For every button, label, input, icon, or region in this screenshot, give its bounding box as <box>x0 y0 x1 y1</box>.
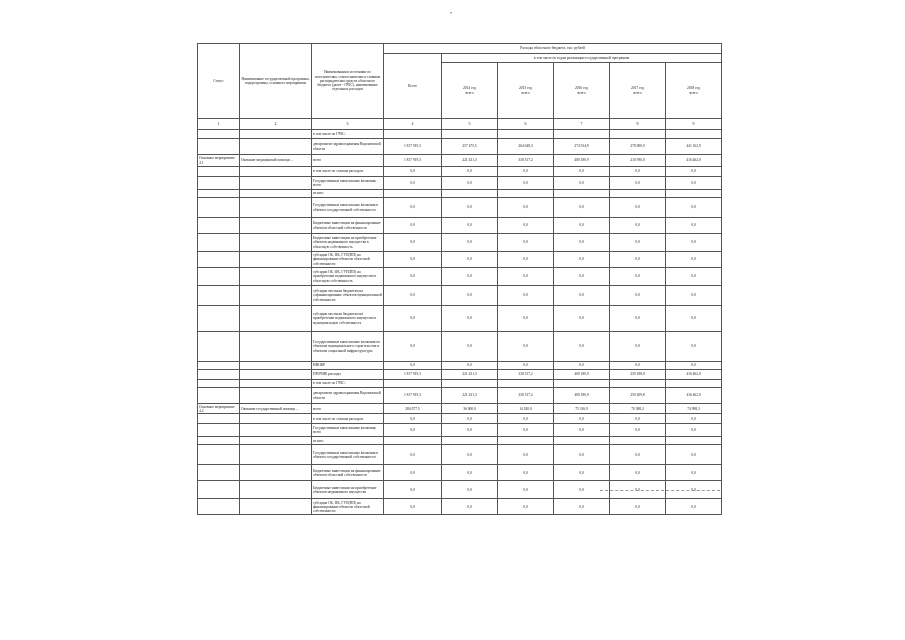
row-value <box>554 437 610 445</box>
header-year-label: 2016 год <box>575 86 588 91</box>
row-value: 0,0 <box>554 306 610 332</box>
row-value: 0,0 <box>666 306 722 332</box>
header-year-label: 2017 год <box>631 86 644 91</box>
header-program-name: Наименование государственной программы, подпрограммы, основного мероприятия <box>240 44 312 119</box>
index-cell: 5 <box>442 119 498 130</box>
row-value <box>498 437 554 445</box>
row-value: 0,0 <box>610 499 666 515</box>
row-value: 0,0 <box>554 234 610 252</box>
row-program-name <box>240 424 312 437</box>
index-cell: 4 <box>384 119 442 130</box>
row-value <box>610 380 666 388</box>
table-row <box>198 388 722 404</box>
row-source-label: в том числе по ГРБС: <box>312 130 384 139</box>
index-cell: 8 <box>610 119 666 130</box>
page-mark: " <box>450 12 453 18</box>
header-total: Всего <box>384 54 442 119</box>
row-value <box>384 380 442 388</box>
row-value: 0,0 <box>384 362 442 370</box>
table-row <box>198 190 722 198</box>
row-source-label: департамент здравоохранения Воронежской области <box>312 139 384 155</box>
row-status <box>198 362 240 370</box>
row-status: Основное мероприятие 4.2 <box>198 404 240 414</box>
row-value: 0,0 <box>554 218 610 234</box>
row-value: 0,0 <box>666 332 722 362</box>
row-status <box>198 424 240 437</box>
row-value: 0,0 <box>554 362 610 370</box>
header-year-note: всего <box>633 90 642 95</box>
row-program-name <box>240 414 312 424</box>
row-value: 0,0 <box>384 465 442 481</box>
row-value: 0,0 <box>610 465 666 481</box>
row-value: 0,0 <box>442 234 498 252</box>
row-source-label: в том числе по статьям расходов: <box>312 414 384 424</box>
table-row <box>198 177 722 190</box>
row-value: 0,0 <box>498 268 554 286</box>
row-value: 0,0 <box>384 177 442 190</box>
row-program-name <box>240 332 312 362</box>
row-value: 221 431,3 <box>442 370 498 380</box>
row-source-label: Государственные капитальные вложения, всего <box>312 177 384 190</box>
row-value: 0,0 <box>554 198 610 218</box>
index-cell: 1 <box>198 119 240 130</box>
row-value <box>610 437 666 445</box>
row-status <box>198 190 240 198</box>
row-program-name <box>240 499 312 515</box>
row-source-label: Государственные капитальные вложения в объекты государственной собственности <box>312 198 384 218</box>
row-value <box>442 130 498 139</box>
header-year-0 <box>442 63 498 119</box>
row-status <box>198 481 240 499</box>
row-value: 0,0 <box>666 499 722 515</box>
row-value: 0,0 <box>610 332 666 362</box>
row-value: 0,0 <box>498 414 554 424</box>
row-value: 400 180,9 <box>554 388 610 404</box>
row-value: 0,0 <box>554 481 610 499</box>
row-value: 0,0 <box>666 424 722 437</box>
row-value: 416 462,0 <box>666 388 722 404</box>
row-value: 1 817 919,3 <box>384 155 442 167</box>
table-row <box>198 252 722 268</box>
row-value: 0,0 <box>666 445 722 465</box>
row-value: 0,0 <box>384 332 442 362</box>
row-value: 0,0 <box>442 424 498 437</box>
row-value: 0,0 <box>666 268 722 286</box>
header-year-label: 2018 год <box>687 86 701 91</box>
row-value: 0,0 <box>610 362 666 370</box>
row-value <box>498 130 554 139</box>
row-program-name <box>240 139 312 155</box>
row-status <box>198 252 240 268</box>
row-value: 0,0 <box>384 481 442 499</box>
row-value: 0,0 <box>554 252 610 268</box>
row-value: 250 209,8 <box>610 388 666 404</box>
row-value: 264 648,3 <box>498 139 554 155</box>
header-year-2 <box>554 63 610 119</box>
row-value <box>498 380 554 388</box>
header-source: Наименования и источники по исполнителям, соисполнителям и главным распорядителям средств областного бюджета (далее - ГРБС), наименование отдельных расходов <box>312 44 384 119</box>
row-value: 0,0 <box>384 268 442 286</box>
row-value: 441 162,9 <box>666 139 722 155</box>
row-program-name <box>240 370 312 380</box>
row-status <box>198 139 240 155</box>
row-value: 0,0 <box>498 177 554 190</box>
row-value: 36 000,0 <box>442 404 498 414</box>
table-row <box>198 404 722 414</box>
scan-artifact-line <box>600 490 720 491</box>
row-value: 0,0 <box>498 198 554 218</box>
table-row <box>198 380 722 388</box>
row-program-name <box>240 380 312 388</box>
row-value: 274 914,9 <box>554 139 610 155</box>
row-value: 416 462,0 <box>666 155 722 167</box>
row-value <box>666 190 722 198</box>
row-program-name <box>240 167 312 177</box>
row-value: 0,0 <box>666 177 722 190</box>
row-value: 330 317,2 <box>498 388 554 404</box>
row-value: 0,0 <box>666 465 722 481</box>
row-value: 0,0 <box>498 445 554 465</box>
row-value: 330 317,2 <box>498 370 554 380</box>
row-value: 0,0 <box>442 167 498 177</box>
row-value: 0,0 <box>442 306 498 332</box>
row-status <box>198 218 240 234</box>
row-value: 0,0 <box>442 445 498 465</box>
row-value: 0,0 <box>498 332 554 362</box>
table-row <box>198 155 722 167</box>
row-program-name <box>240 218 312 234</box>
row-value: 74 998,3 <box>666 404 722 414</box>
header-year-note: всего <box>689 90 698 95</box>
row-status <box>198 130 240 139</box>
row-value: 0,0 <box>442 362 498 370</box>
row-value: 330 317,2 <box>498 155 554 167</box>
row-value: 75 316,9 <box>554 404 610 414</box>
row-value: 0,0 <box>442 332 498 362</box>
row-source-label: Бюджетные инвестиции на финансирование объектов областной собственности <box>312 218 384 234</box>
row-source-label: в том числе по ГРБС: <box>312 380 384 388</box>
row-value: 0,0 <box>554 286 610 306</box>
row-value: 0,0 <box>384 167 442 177</box>
row-program-name <box>240 177 312 190</box>
row-status <box>198 445 240 465</box>
row-value: 0,0 <box>384 218 442 234</box>
row-value: 0,0 <box>666 252 722 268</box>
row-value <box>384 190 442 198</box>
row-value: 0,0 <box>442 481 498 499</box>
header-year-4 <box>666 63 722 119</box>
header-year-label: 2014 год <box>463 86 476 91</box>
row-value: 0,0 <box>442 286 498 306</box>
row-source-label: Бюджетные инвестиции на приобретение объектов недвижимого имущества в областную собственность <box>312 234 384 252</box>
row-source-label: департамент здравоохранения Воронежской области <box>312 388 384 404</box>
row-status <box>198 177 240 190</box>
row-value: 0,0 <box>554 424 610 437</box>
table-row <box>198 234 722 252</box>
index-cell: 2 <box>240 119 312 130</box>
row-status <box>198 306 240 332</box>
index-cell: 9 <box>666 119 722 130</box>
row-status <box>198 286 240 306</box>
table-row <box>198 424 722 437</box>
row-value <box>610 130 666 139</box>
row-value: 0,0 <box>442 499 498 515</box>
row-program-name: Оказание медицинской помощи ... <box>240 155 312 167</box>
row-value: 0,0 <box>610 268 666 286</box>
row-value: 0,0 <box>610 218 666 234</box>
row-source-label: субсидии местным бюджетам на софинансирование объектов муниципальной собственности <box>312 286 384 306</box>
row-source-label: Государственные капитальные вложения по объектам муниципального строительства и объектам социальной инфраструктуры <box>312 332 384 362</box>
row-value: 221 431,3 <box>442 155 498 167</box>
row-source-label: Бюджетные инвестиции на финансирование объектов областной собственности <box>312 465 384 481</box>
row-status <box>198 198 240 218</box>
row-value: 0,0 <box>554 499 610 515</box>
row-value: 0,0 <box>384 306 442 332</box>
row-value: 0,0 <box>554 445 610 465</box>
row-value: 1 817 919,3 <box>384 139 442 155</box>
row-value: 0,0 <box>666 362 722 370</box>
row-value: 0,0 <box>498 167 554 177</box>
row-value: 0,0 <box>666 414 722 424</box>
row-value: 0,0 <box>442 252 498 268</box>
row-value: 0,0 <box>610 286 666 306</box>
table-row <box>198 370 722 380</box>
row-value: 250 188,0 <box>610 370 666 380</box>
table-row <box>198 499 722 515</box>
header-year-label: 2015 год <box>519 86 532 91</box>
row-value: 0,0 <box>442 414 498 424</box>
row-value <box>554 130 610 139</box>
row-value: 0,0 <box>384 198 442 218</box>
row-value: 0,0 <box>442 177 498 190</box>
row-value <box>666 130 722 139</box>
row-value: 0,0 <box>554 177 610 190</box>
row-value: 0,0 <box>442 465 498 481</box>
row-value: 70 388,2 <box>610 404 666 414</box>
header-year-note: всего <box>577 90 586 95</box>
row-value: 0,0 <box>498 362 554 370</box>
table-row <box>198 218 722 234</box>
row-source-label: из них: <box>312 190 384 198</box>
row-value <box>442 437 498 445</box>
row-value: 257 475,5 <box>442 139 498 155</box>
row-value <box>442 190 498 198</box>
row-value: 0,0 <box>610 252 666 268</box>
table-row <box>198 437 722 445</box>
row-status <box>198 234 240 252</box>
row-source-label: ПРОЧИЕ расходы <box>312 370 384 380</box>
row-program-name <box>240 388 312 404</box>
row-value: 0,0 <box>498 481 554 499</box>
header-years-subgroup: в том числе по годам реализации государственной программы <box>442 54 722 63</box>
header-year-3 <box>610 63 666 119</box>
row-value: 0,0 <box>610 306 666 332</box>
row-source-label: из них: <box>312 437 384 445</box>
row-status <box>198 465 240 481</box>
row-value: 0,0 <box>610 414 666 424</box>
row-status: Основное мероприятие 4.1 <box>198 155 240 167</box>
row-value: 0,0 <box>498 218 554 234</box>
row-value <box>384 437 442 445</box>
row-value: 210 590,0 <box>610 155 666 167</box>
row-value: 0,0 <box>554 167 610 177</box>
table-row <box>198 139 722 155</box>
row-status <box>198 370 240 380</box>
row-source-label: субсидии местным бюджетам на приобретение недвижимого имущества в муниципальную собственность <box>312 306 384 332</box>
row-value: 0,0 <box>666 167 722 177</box>
table-row <box>198 306 722 332</box>
index-cell: 7 <box>554 119 610 130</box>
row-value: 270 000,0 <box>610 139 666 155</box>
row-program-name <box>240 268 312 286</box>
row-status <box>198 332 240 362</box>
row-value: 0,0 <box>384 234 442 252</box>
row-value: 0,0 <box>498 234 554 252</box>
row-value: 0,0 <box>498 424 554 437</box>
row-value: 0,0 <box>554 465 610 481</box>
row-value: 284 077,5 <box>384 404 442 414</box>
row-program-name <box>240 465 312 481</box>
row-status <box>198 414 240 424</box>
table-row <box>198 198 722 218</box>
row-value: 0,0 <box>610 198 666 218</box>
row-program-name <box>240 306 312 332</box>
row-value: 0,0 <box>610 234 666 252</box>
row-source-label: субсидии ОБ, ФБ, ГУП(ПП) на приобретение недвижимого имущества в областную собственность <box>312 268 384 286</box>
row-value <box>666 380 722 388</box>
table-row <box>198 445 722 465</box>
row-source-label: субсидии ОБ, ФБ, ГУП(ПП) на финансирование объектов областной собственности <box>312 252 384 268</box>
row-source-label: Бюджетные инвестиции на приобретение объектов недвижимого имущества <box>312 481 384 499</box>
budget-table <box>197 43 722 515</box>
row-program-name <box>240 445 312 465</box>
row-value: 0,0 <box>384 252 442 268</box>
row-value: 0,0 <box>666 481 722 499</box>
row-program-name: Оказание государственной помощи ... <box>240 404 312 414</box>
row-program-name <box>240 437 312 445</box>
row-value: 1 817 919,3 <box>384 388 442 404</box>
row-status <box>198 380 240 388</box>
row-value: 0,0 <box>498 252 554 268</box>
row-value: 0,0 <box>498 306 554 332</box>
row-value: 221 431,3 <box>442 388 498 404</box>
row-value: 0,0 <box>384 414 442 424</box>
row-source-label: в том числе по статьям расходов: <box>312 167 384 177</box>
row-value: 0,0 <box>498 286 554 306</box>
index-cell: 3 <box>312 119 384 130</box>
row-value: 0,0 <box>442 218 498 234</box>
row-value: 0,0 <box>610 167 666 177</box>
row-value <box>610 190 666 198</box>
row-value: 0,0 <box>384 424 442 437</box>
index-cell: 6 <box>498 119 554 130</box>
row-source-label: субсидии ОБ, ФБ, ГУП(ПП) на финансирование объектов областной собственности <box>312 499 384 515</box>
row-value <box>384 130 442 139</box>
row-value: 0,0 <box>666 198 722 218</box>
row-status <box>198 388 240 404</box>
row-status <box>198 268 240 286</box>
row-status <box>198 167 240 177</box>
row-value: 0,0 <box>554 268 610 286</box>
row-status <box>198 499 240 515</box>
header-year-note: всего <box>465 90 474 95</box>
row-value <box>666 437 722 445</box>
row-value: 0,0 <box>384 286 442 306</box>
table-row <box>198 414 722 424</box>
header-status: Статус <box>198 44 240 119</box>
row-value: 0,0 <box>666 286 722 306</box>
row-value: 0,0 <box>610 177 666 190</box>
row-value: 0,0 <box>610 445 666 465</box>
row-value: 0,0 <box>498 499 554 515</box>
row-value <box>554 190 610 198</box>
row-source-label: всего <box>312 404 384 414</box>
row-value: 0,0 <box>554 414 610 424</box>
row-value: 0,0 <box>666 234 722 252</box>
row-source-label: Государственные капитальные вложения, всего <box>312 424 384 437</box>
row-value: 0,0 <box>442 268 498 286</box>
table-row <box>198 332 722 362</box>
row-program-name <box>240 286 312 306</box>
row-program-name <box>240 190 312 198</box>
row-value <box>498 190 554 198</box>
header-year-note: всего <box>521 90 530 95</box>
row-source-label: всего <box>312 155 384 167</box>
table-row <box>198 268 722 286</box>
row-source-label: НИОКР <box>312 362 384 370</box>
table-row <box>198 167 722 177</box>
row-value: 0,0 <box>610 424 666 437</box>
header-budget-group: Расходы областного бюджета, тыс. рублей <box>384 44 722 54</box>
row-value: 0,0 <box>666 218 722 234</box>
row-value <box>442 380 498 388</box>
row-value: 416 462,0 <box>666 370 722 380</box>
row-program-name <box>240 234 312 252</box>
row-value: 14 020,0 <box>498 404 554 414</box>
row-source-label: Государственные капитальные вложения в объекты государственной собственности <box>312 445 384 465</box>
row-program-name <box>240 481 312 499</box>
row-value: 0,0 <box>384 499 442 515</box>
table-row <box>198 286 722 306</box>
row-value: 0,0 <box>442 198 498 218</box>
table-row <box>198 130 722 139</box>
row-value: 0,0 <box>384 445 442 465</box>
table-row <box>198 362 722 370</box>
row-value: 0,0 <box>554 332 610 362</box>
row-value <box>554 380 610 388</box>
row-value: 0,0 <box>610 481 666 499</box>
row-value: 400 180,9 <box>554 370 610 380</box>
row-value: 1 817 919,3 <box>384 370 442 380</box>
row-status <box>198 437 240 445</box>
row-program-name <box>240 198 312 218</box>
row-value: 0,0 <box>498 465 554 481</box>
row-program-name <box>240 130 312 139</box>
row-program-name <box>240 252 312 268</box>
header-year-1 <box>498 63 554 119</box>
budget-sheet <box>197 43 721 515</box>
row-program-name <box>240 362 312 370</box>
row-value: 400 180,9 <box>554 155 610 167</box>
table-row <box>198 465 722 481</box>
